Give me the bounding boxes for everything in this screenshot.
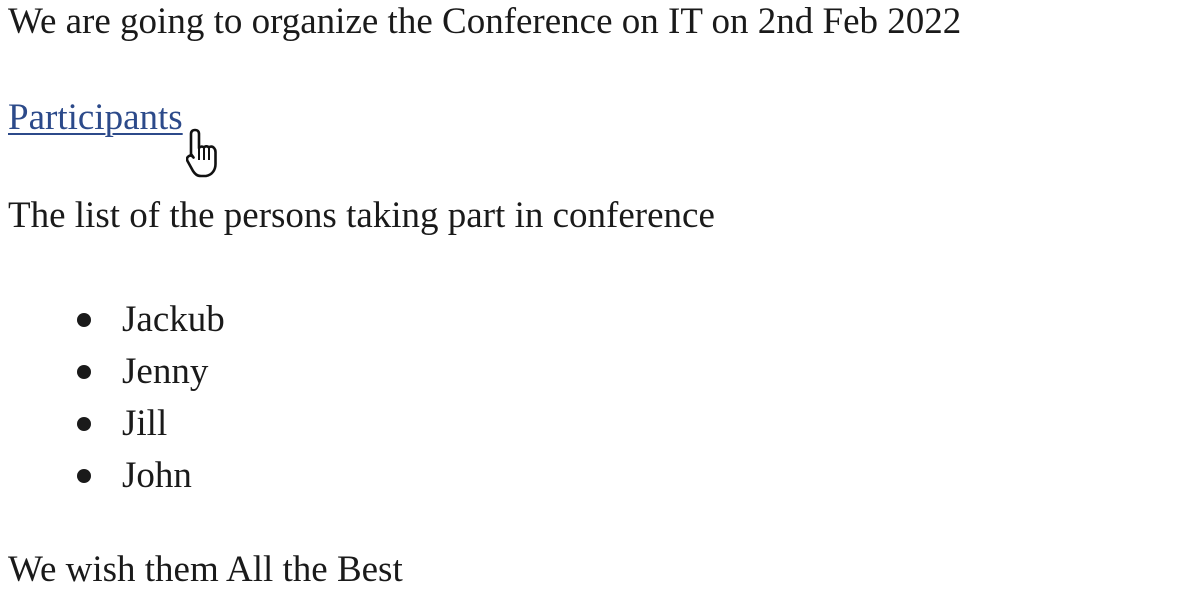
list-item bbox=[8, 346, 225, 398]
participant-name: Jenny bbox=[122, 351, 209, 392]
participant-name: Jackub bbox=[122, 299, 225, 340]
list-item bbox=[8, 398, 225, 450]
bullet-icon bbox=[77, 313, 91, 327]
participants-link-paragraph bbox=[8, 96, 183, 140]
page bbox=[8, 0, 1193, 589]
list-item bbox=[8, 294, 225, 346]
description-paragraph: The list of the persons taking part in conference bbox=[8, 195, 715, 236]
bullet-icon bbox=[77, 469, 91, 483]
intro-paragraph: We are going to organize the Conference on IT on 2nd Feb 2022 bbox=[8, 1, 962, 42]
list-item bbox=[8, 450, 225, 502]
bullet-icon bbox=[77, 417, 91, 431]
participant-name: Jill bbox=[122, 403, 168, 444]
participants-list bbox=[8, 294, 225, 502]
participant-name: John bbox=[122, 455, 192, 496]
bullet-icon bbox=[77, 365, 91, 379]
closing-paragraph: We wish them All the Best bbox=[8, 549, 403, 589]
participants-link[interactable]: Participants bbox=[8, 97, 183, 138]
